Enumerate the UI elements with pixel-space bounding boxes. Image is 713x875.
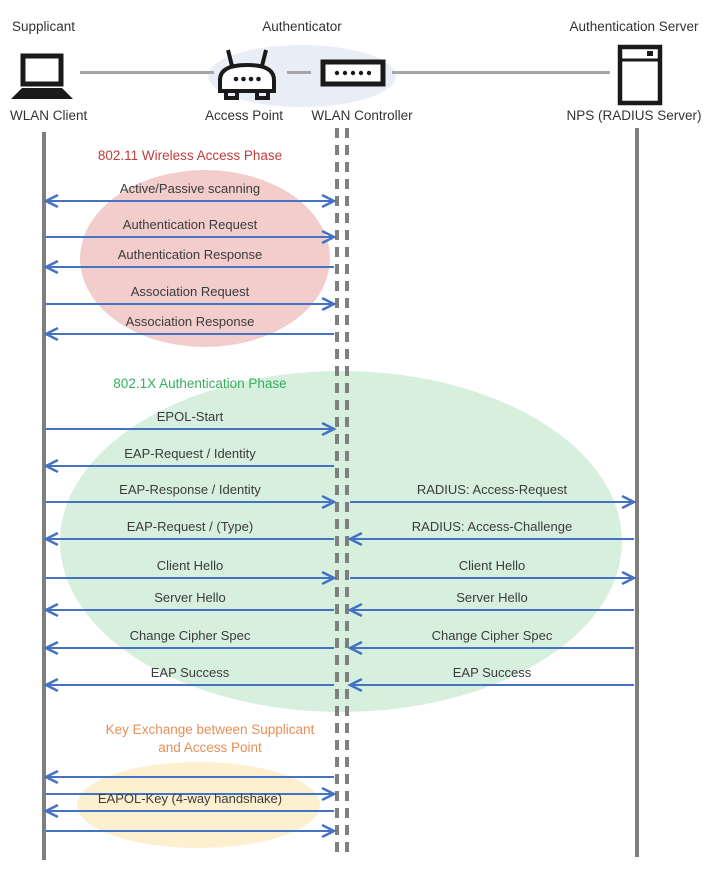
lifeline-authenticator-right	[345, 128, 349, 852]
message-label: EAPOL-Key (4-way handshake)	[97, 791, 283, 806]
link-client-ap	[80, 71, 214, 74]
laptop-icon	[8, 53, 76, 103]
message-label: Server Hello	[456, 590, 528, 605]
arrowhead-left-icon	[46, 772, 57, 783]
arrowhead-right-icon	[323, 826, 334, 837]
message-label: EAP-Request / Identity	[124, 446, 256, 461]
link-ap-controller	[287, 71, 311, 74]
message-label: Association Request	[130, 284, 250, 299]
arrowhead-left-icon	[46, 680, 57, 691]
role-label-supplicant: Supplicant	[12, 19, 76, 34]
message-label: Server Hello	[154, 590, 226, 605]
message-label: RADIUS: Access-Challenge	[411, 519, 573, 534]
message-label: Change Cipher Spec	[129, 628, 251, 643]
arrowhead-right-icon	[623, 497, 634, 508]
arrowhead-right-icon	[323, 299, 334, 310]
arrowhead-left-icon	[46, 196, 57, 207]
message-label: EAP-Response / Identity	[119, 482, 261, 497]
link-controller-server	[392, 71, 610, 74]
actor-label-access-point: Access Point	[204, 108, 284, 123]
actor-label-wlan-controller: WLAN Controller	[311, 108, 413, 123]
message-label: Association Response	[125, 314, 255, 329]
message-label: Active/Passive scanning	[119, 181, 261, 196]
arrowhead-left-icon	[46, 806, 57, 817]
actor-label-wlan-client: WLAN Client	[10, 108, 88, 123]
message-label: EAP Success	[150, 665, 230, 680]
message-label: RADIUS: Access-Request	[416, 482, 568, 497]
arrowhead-left-icon	[46, 262, 57, 273]
message-label: Authentication Response	[117, 247, 263, 262]
role-label-authentication-server: Authentication Server	[569, 19, 699, 34]
message-label: Change Cipher Spec	[431, 628, 553, 643]
arrowhead-left-icon	[46, 461, 57, 472]
lifeline-radius-server	[635, 128, 639, 857]
arrowhead-left-icon	[46, 329, 57, 340]
wlan-controller-icon	[320, 59, 386, 87]
role-label-authenticator: Authenticator	[262, 19, 342, 34]
phase-title-80211-wireless-access: 802.11 Wireless Access Phase	[97, 148, 283, 163]
message-label: EPOL-Start	[156, 409, 224, 424]
phase-title-8021x-authentication: 802.1X Authentication Phase	[113, 376, 287, 391]
arrowhead-left-icon	[46, 534, 57, 545]
message-label: EAP Success	[452, 665, 532, 680]
lifeline-authenticator-left	[335, 128, 339, 852]
lifeline-wlan-client	[42, 132, 46, 860]
message-label: Client Hello	[458, 558, 526, 573]
arrowhead-right-icon	[323, 789, 334, 800]
arrowhead-right-icon	[323, 196, 334, 207]
arrowhead-left-icon	[46, 643, 57, 654]
message-label: EAP-Request / (Type)	[126, 519, 254, 534]
message-label: Client Hello	[156, 558, 224, 573]
message-label: Authentication Request	[122, 217, 258, 232]
access-point-icon	[215, 47, 279, 105]
arrowhead-right-icon	[623, 573, 634, 584]
actor-label-nps-radius-server: NPS (RADIUS Server)	[566, 108, 702, 123]
phase-title-key-exchange: Key Exchange between Supplicant and Access Point	[105, 722, 315, 755]
server-icon	[617, 44, 663, 106]
arrowhead-left-icon	[46, 605, 57, 616]
